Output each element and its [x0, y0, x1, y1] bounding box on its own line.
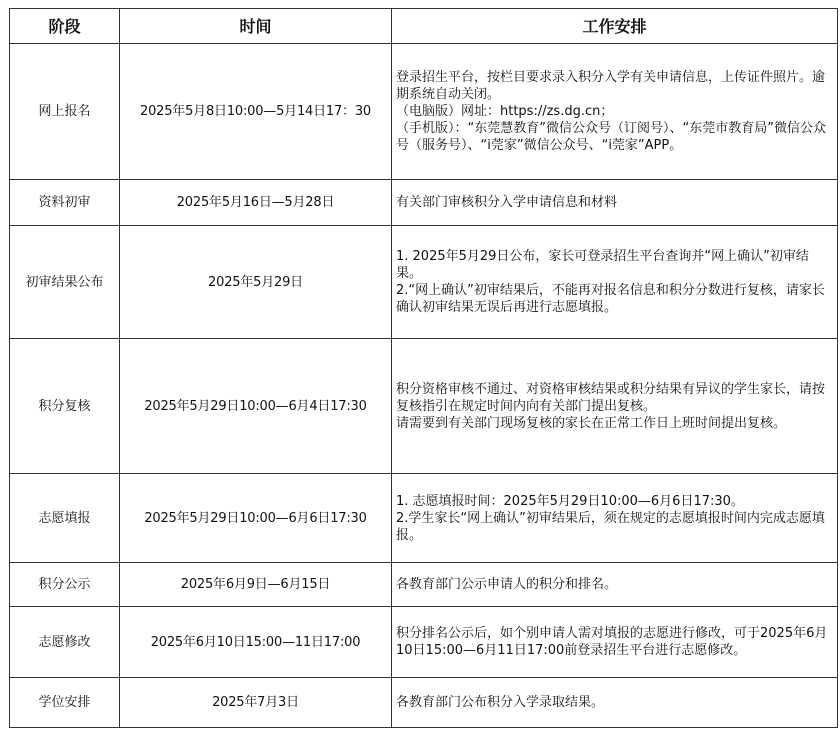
table-row	[10, 563, 838, 607]
work-line: 1. 志愿填报时间：2025年5月29日10:00—6月6日17:30。	[396, 493, 744, 509]
header-work: 工作安排	[392, 9, 838, 44]
work-cell	[392, 44, 838, 180]
work-line: （手机版）：“东莞慧教育”微信公众号（订阅号）、“东莞市教育局”微信公众号（服务号）、“i莞家”微信公众号、“i莞家”APP。	[396, 121, 826, 153]
work-cell	[392, 226, 838, 339]
work-cell	[392, 180, 838, 226]
stage-cell: 学位安排	[10, 678, 120, 728]
stage-cell: 志愿修改	[10, 607, 120, 678]
schedule-table	[9, 8, 838, 728]
time-cell: 2025年5月29日10:00—6月6日17:30	[120, 474, 392, 563]
work-line: 各教育部门公布积分入学录取结果。	[396, 695, 605, 710]
table-row	[10, 678, 838, 728]
time-cell: 2025年5月16日—5月28日	[120, 180, 392, 226]
work-line: 1. 2025年5月29日公布，家长可登录招生平台查询并“网上确认”初审结果。	[396, 249, 809, 281]
stage-cell: 初审结果公布	[10, 226, 120, 339]
time-cell: 2025年6月10日15:00—11日17:00	[120, 607, 392, 678]
table-row	[10, 180, 838, 226]
stage-cell: 积分公示	[10, 563, 120, 607]
work-cell	[392, 563, 838, 607]
table-row	[10, 44, 838, 180]
work-line: 积分排名公示后，如个别申请人需对填报的志愿进行修改，可于2025年6月10日15:00—6月11日17:00前登录招生平台进行志愿修改。	[396, 626, 828, 658]
time-cell: 2025年5月29日	[120, 226, 392, 339]
stage-cell: 志愿填报	[10, 474, 120, 563]
header-stage: 阶段	[10, 9, 120, 44]
stage-cell: 资料初审	[10, 180, 120, 226]
time-cell: 2025年5月8日10:00—5月14日17：30	[120, 44, 392, 180]
time-cell: 2025年6月9日—6月15日	[120, 563, 392, 607]
work-cell	[392, 607, 838, 678]
work-line: 各教育部门公示申请人的积分和排名。	[396, 577, 618, 592]
work-cell	[392, 339, 838, 474]
table-row	[10, 339, 838, 474]
work-line: 有关部门审核积分入学申请信息和材料	[396, 195, 618, 210]
time-cell: 2025年7月3日	[120, 678, 392, 728]
work-line: 2.“网上确认”初审结果后，不能再对报名信息和积分分数进行复核，请家长确认初审结果无误后再进行志愿填报。	[396, 283, 825, 315]
work-cell	[392, 678, 838, 728]
stage-cell: 网上报名	[10, 44, 120, 180]
table-row	[10, 226, 838, 339]
stage-cell: 积分复核	[10, 339, 120, 474]
table-row	[10, 474, 838, 563]
work-cell	[392, 474, 838, 563]
header-time: 时间	[120, 9, 392, 44]
work-line: 积分资格审核不通过、对资格审核结果或积分结果有异议的学生家长，请按复核指引在规定时间内向有关部门提出复核。	[396, 381, 826, 414]
work-line: 登录招生平台，按栏目要求录入积分入学有关申请信息，上传证件照片。逾期系统自动关闭。	[396, 70, 826, 102]
table-row	[10, 607, 838, 678]
work-line: 请需要到有关部门现场复核的家长在正常工作日上班时间提出复核。	[396, 415, 787, 431]
time-cell: 2025年5月29日10:00—6月4日17:30	[120, 339, 392, 474]
work-line: 2.学生家长“网上确认”初审结果后，须在规定的志愿填报时间内完成志愿填报。	[396, 510, 825, 543]
work-line: （电脑版）网址：https://zs.dg.cn；	[396, 104, 614, 119]
table-header-row	[10, 9, 838, 44]
